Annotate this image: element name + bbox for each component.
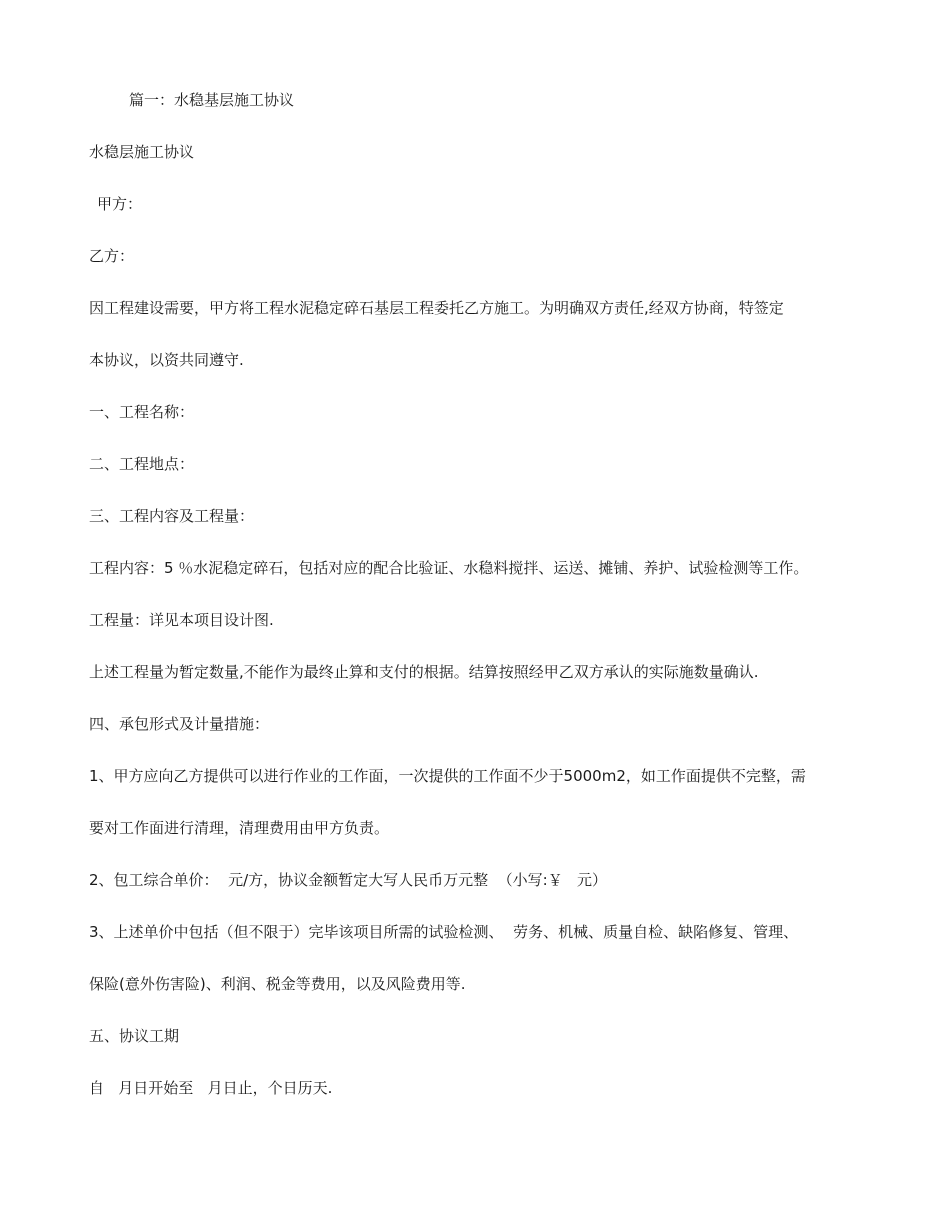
settlement-line: 上述工程量为暂定数量,不能作为最终止算和支付的根据。结算按照经甲乙双方承认的实际施数量确认. bbox=[89, 663, 759, 681]
clause-1-line-1: 1、甲方应向乙方提供可以进行作业的工作面，一次提供的工作面不少于5000m2，如工作面提供不完整，需 bbox=[89, 767, 806, 785]
agreement-title: 水稳层施工协议 bbox=[89, 143, 195, 161]
section-heading-project-location: 二、工程地点： bbox=[89, 455, 195, 473]
intro-paragraph-line-1: 因工程建设需要，甲方将工程水泥稳定碎石基层工程委托乙方施工。为明确双方责任,经双方协商，特签定 bbox=[89, 299, 784, 317]
clause-1-line-2: 要对工作面进行清理，清理费用由甲方负责。 bbox=[89, 819, 390, 837]
party-a-label: 甲方： bbox=[97, 195, 143, 213]
clause-3-line-2: 保险(意外伤害险)、利润、税金等费用，以及风险费用等. bbox=[89, 975, 466, 993]
intro-paragraph-line-2: 本协议，以资共同遵守. bbox=[89, 351, 244, 369]
project-content-line: 工程内容：5 ％水泥稳定碎石，包括对应的配合比验证、水稳料搅拌、运送、摊铺、养护、试验检测等工作。 bbox=[89, 559, 809, 577]
clause-2-line: 2、包工综合单价： 元/方，协议金额暂定大写人民币万元整 （小写:￥ 元） bbox=[89, 871, 608, 889]
period-line: 自 月日开始至 月日止，个日历天. bbox=[89, 1079, 333, 1097]
clause-3-line-1: 3、上述单价中包括（但不限于）完毕该项目所需的试验检测、 劳务、机械、质量自检、缺陷修复、管理、 bbox=[89, 923, 799, 941]
party-b-label: 乙方： bbox=[89, 247, 135, 265]
project-quantity-line: 工程量：详见本项目设计图. bbox=[89, 611, 274, 629]
section-heading-project-name: 一、工程名称： bbox=[89, 403, 195, 421]
section-heading-project-scope: 三、工程内容及工程量： bbox=[89, 507, 255, 525]
section-heading-contract-period: 五、协议工期 bbox=[89, 1027, 180, 1045]
section-heading-contract-form: 四、承包形式及计量措施： bbox=[89, 715, 270, 733]
chapter-title: 篇一：水稳基层施工协议 bbox=[129, 91, 295, 109]
